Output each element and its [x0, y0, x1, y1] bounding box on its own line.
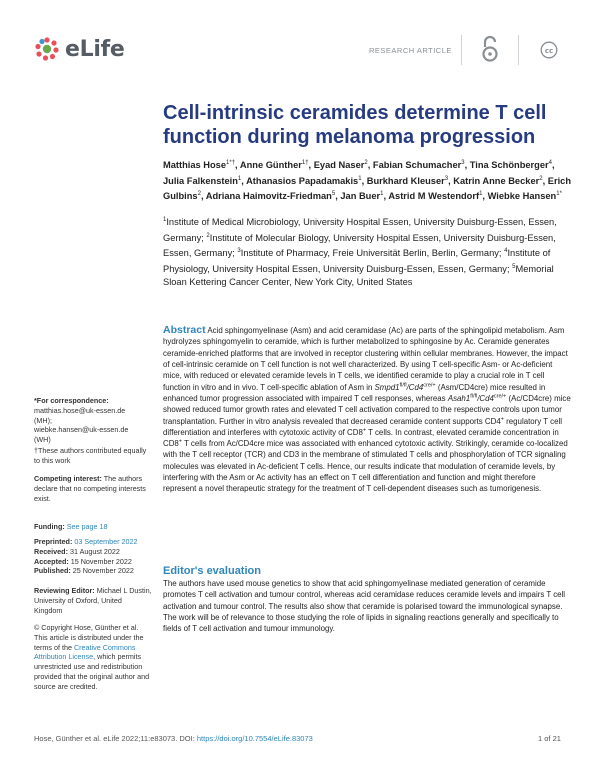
author-superscript: 1: [237, 175, 242, 182]
author-name[interactable]: Wiebke Hansen: [487, 191, 557, 202]
author-superscript: 1*†: [226, 160, 236, 166]
editors-evaluation-heading: Editor's evaluation: [163, 565, 261, 577]
affiliation-text: Institute of Medical Microbiology, University Hospital Essen, University Duisburg-Essen, Essen, Germany;: [163, 217, 557, 243]
author-name[interactable]: Astrid M Westendorf: [388, 191, 480, 202]
author-name[interactable]: Athanasios Papadamakis: [246, 175, 359, 186]
gene-name: /Cd4: [477, 393, 494, 403]
correspondence-label: *For correspondence:: [34, 396, 109, 405]
author-superscript: 3: [461, 160, 465, 166]
author-name[interactable]: Fabian Schumacher: [372, 160, 462, 171]
gene-name: /Cd4: [406, 382, 424, 392]
preprint-link[interactable]: 03 September 2022: [74, 537, 138, 546]
author-superscript: 4: [548, 160, 552, 166]
received-label: Received:: [34, 546, 68, 556]
author-name[interactable]: Burkhard Kleuser: [366, 175, 445, 186]
author-name[interactable]: Tina Schönberger: [469, 160, 549, 171]
citation-text: Hose, Günther et al. eLife 2022;11:e83073. DOI:: [34, 734, 197, 743]
elife-logo[interactable]: [34, 36, 124, 62]
page-number: 1 of 21: [538, 734, 561, 743]
abstract-text: (Ac/CD4cre) mice showed reduced tumor growth rates and elevated T cell activation compared to the respective controls upon tumor transplantation. Further in vitro analysis revealed that decreased ceramide content supports CD4: [163, 393, 571, 426]
plus-superscript: +: [178, 438, 183, 445]
abstract: [163, 325, 571, 495]
funding: [34, 522, 152, 532]
author-superscript: 2: [539, 175, 543, 182]
accepted-date: 15 November 2022: [70, 556, 132, 566]
author-superscript: 1: [479, 191, 483, 198]
abstract-heading: Abstract: [163, 324, 206, 336]
correspondence: [34, 396, 152, 466]
author-name[interactable]: Katrin Anne Becker: [453, 175, 540, 186]
editors-evaluation-text: The authors have used mouse genetics to show that acid sphingomyelinase mediated generation of ceramide promotes T cell activation and tumour control, whereas acid ceramidase reduces ceramide levels and impairs T cell activation and tumour control. The results also show that ceramide is polarised toward the immunological synapse. The work will be of relevance to those studying the role of lipids in signaling reactions generally and specifically to fields of T cell activation and tumour immunology.: [163, 579, 566, 634]
author-superscript: 1: [380, 191, 384, 198]
footer-citation: [34, 734, 313, 743]
elife-logo-text: eLife: [65, 36, 125, 62]
copyright-tail: , which permits unrestricted use and redistribution provided that the original author and source are credited.: [34, 652, 150, 691]
reviewing-editor-text: Michael L Dustin, University of Oxford, United Kingdom: [34, 586, 152, 615]
received-date: 31 August 2022: [69, 546, 120, 556]
author-name[interactable]: Eyad Naser: [313, 160, 365, 171]
gene-name: Asah1: [447, 393, 471, 403]
affiliation-number: 2: [206, 232, 210, 239]
copyright: [34, 623, 152, 692]
equal-contribution-note: †These authors contributed equally to this work: [34, 445, 147, 465]
published-label: Published:: [34, 566, 71, 576]
copyright-text: © Copyright Hose, Günther et al. This article is distributed under the terms of the: [34, 623, 144, 652]
competing-interest-label: Competing interest:: [34, 474, 102, 483]
gene-superscript: cre/+: [423, 381, 436, 388]
abstract-text: Acid sphingomyelinase (Asm) and acid ceramidase (Ac) are parts of the sphingolipid metabolism. Asm hydrolyzes sphingomyelin to ceramide, which is further metabolized to sphingosine by Ac. Ceramide generates ceramide-enriched platforms that are involved in receptor clustering within cellular membranes. However, the impact of cell-intrinsic ceramide on T cell function is not well characterized. By using T cell-specific Asm- or Ac-deficient mice, with reduced or elevated ceramide levels in T cells, we identified ceramide to play a crucial role in T cell function in vitro and in vivo. T cell-specific ablation of Asm in: [163, 326, 568, 392]
elife-logo-icon: [34, 36, 60, 62]
email-note: (WH): [34, 435, 51, 445]
creative-commons-icon[interactable]: [540, 41, 558, 64]
plus-superscript: +: [362, 427, 367, 434]
doi-link[interactable]: https://doi.org/10.7554/eLife.83073: [196, 734, 313, 743]
author-list: Matthias Hose$^{1*\dagger}$, Anne Günther$^{1\dagger}$, Eyad Naser$^2$, Fabian Schumacher$^3$, Tina Schönberger$^4$, Julia Falkenstein$^1$, Athanasios Papadamakis$^1$, Burkhard Kleuser$^3$, Katrin Anne Becker$^2$, Erich Gulbins$^2$, Adriana Haimovitz-Friedman$^5$, Jan Buer$^1$, Astrid M Westendorf$^1$, Wiebke Hansen$^{1*}$: [163, 160, 572, 202]
gene-superscript: cre/+: [493, 393, 507, 400]
author-superscript: 2: [197, 191, 201, 198]
plus-superscript: +: [500, 415, 504, 422]
email-note: (MH);: [34, 415, 52, 425]
author-superscript: 1†: [301, 160, 309, 166]
email-link[interactable]: wiebke.hansen@uk-essen.de: [34, 425, 129, 435]
article-type-label: RESEARCH ARTICLE: [369, 46, 452, 55]
affiliation-text: Memorial Sloan Kettering Cancer Center, New York City, United States: [163, 263, 554, 288]
svg-text:cc: cc: [544, 46, 554, 55]
header-divider: [461, 35, 462, 65]
preprinted-label: Preprinted:: [34, 537, 73, 546]
competing-interest: [34, 474, 152, 503]
abstract-text: T cells from Ac/CD4cre mice was associated with enhanced cytotoxic activity. Strikingly, ceramide co-localized with the T cell receptor (TCR) and CD3 in the membrane of stimulated T cells and phosphorylation of TCR signaling molecules was elevated in Ac-deficient T cells. Hence, our results indicate that modulation of ceramide levels, by interfering with the Asm or Ac activity has an effect on T cell differentiation and function and might therefore represent a novel therapeutic strategy for the treatment of T cell-dependent diseases such as tumorigenesis.: [163, 439, 568, 494]
competing-interest-text: The authors declare that no competing interests exist.: [34, 474, 146, 503]
author-name[interactable]: Julia Falkenstein: [163, 175, 238, 186]
abstract-text: regulatory T cell differentiation and interferes with cytotoxic activity of CD8: [163, 416, 562, 437]
open-access-icon[interactable]: [480, 35, 500, 68]
abstract-text: (Asm/CD4cre) mice resulted in enhanced tumor progression associated with impaired T cell responses, whereas: [163, 382, 546, 403]
author-name[interactable]: Adriana Haimovitz-Friedman: [205, 191, 332, 202]
author-name[interactable]: Matthias Hose: [163, 160, 227, 171]
gene-superscript: fl/fl: [470, 393, 478, 400]
article-title: Cell-intrinsic ceramides determine T cell function during melanoma progression: [163, 102, 547, 148]
affiliation-number: 3: [237, 248, 241, 255]
abstract-text: T cells. In contrast, elevated ceramide concentration in CD8: [163, 427, 559, 449]
reviewing-editor: [34, 586, 152, 615]
reviewing-editor-label: Reviewing Editor:: [34, 586, 95, 595]
author-superscript: 1*: [556, 191, 562, 198]
gene-superscript: fl/fl: [399, 381, 407, 388]
author-name[interactable]: Anne Günther: [239, 160, 302, 171]
affiliation-text: Institute of Physiology, University Hospital Essen, University Duisburg-Essen, Essen, Germany;: [163, 248, 551, 274]
author-superscript: 1: [358, 175, 362, 182]
funding-label: Funding:: [34, 522, 65, 531]
dates: [34, 537, 152, 576]
license-link[interactable]: Creative Commons Attribution License: [34, 642, 136, 662]
email-link[interactable]: matthias.hose@uk-essen.de: [34, 405, 126, 415]
funding-link[interactable]: See page 18: [66, 522, 108, 531]
affiliation-number: 1: [163, 217, 167, 223]
author-superscript: 3: [444, 175, 449, 182]
author-name[interactable]: Erich Gulbins: [163, 175, 572, 202]
affiliation-number: 5: [512, 263, 516, 270]
author-superscript: 2: [364, 160, 368, 166]
gene-name: Smpd1: [374, 382, 400, 392]
affiliations: [163, 214, 563, 290]
affiliation-text: Institute of Pharmacy, Freie Universität Berlin, Berlin, Germany;: [240, 248, 505, 259]
author-name[interactable]: Jan Buer: [340, 191, 381, 202]
published-date: 25 November 2022: [72, 566, 134, 576]
author-superscript: 5: [331, 191, 336, 198]
affiliation-text: Institute of Molecular Biology, University Hospital Essen, University Duisburg-Essen, Essen, Germany;: [163, 232, 556, 259]
accepted-label: Accepted:: [34, 556, 69, 566]
header-divider: [518, 35, 519, 65]
affiliation-number: 4: [504, 248, 508, 255]
